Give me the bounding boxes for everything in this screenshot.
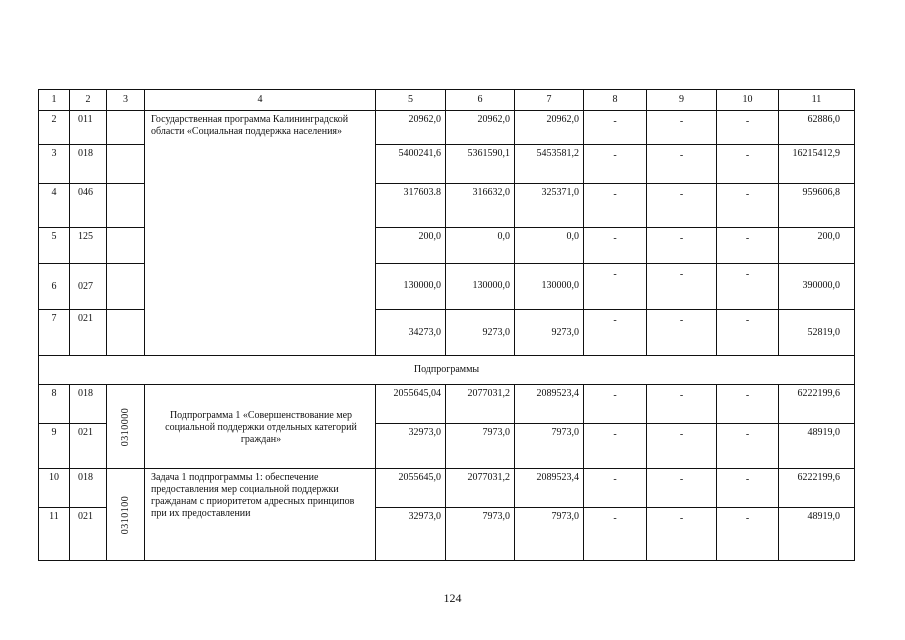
row-number: 5 [39,228,70,264]
value-col-9: - [647,183,717,228]
program-code [107,183,145,228]
row-number: 6 [39,263,70,309]
row-number: 10 [39,469,70,508]
value-col-6: 20962,0 [446,111,515,145]
budget-table [38,89,855,561]
header-cell-9: 9 [647,90,717,111]
admin-code: 125 [70,228,107,264]
value-col-11: 48919,0 [779,423,855,469]
value-col-7: 9273,0 [515,309,584,356]
value-col-10: - [717,423,779,469]
value-col-7: 325371,0 [515,183,584,228]
header-cell-7: 7 [515,90,584,111]
value-col-9: - [647,423,717,469]
value-col-8: - [584,111,647,145]
value-col-6: 7973,0 [446,508,515,561]
header-cell-6: 6 [446,90,515,111]
table-row [39,111,855,145]
task-code [107,469,145,561]
section-title: Подпрограммы [39,356,855,384]
value-col-10: - [717,508,779,561]
program-code [107,309,145,356]
header-cell-4: 4 [145,90,376,111]
page-number: 124 [443,591,462,605]
table-row [39,469,855,508]
value-col-10: - [717,111,779,145]
value-col-10: - [717,384,779,423]
value-col-5: 5400241,6 [376,144,446,183]
value-col-5: 200,0 [376,228,446,264]
program-code [107,263,145,309]
header-cell-2: 2 [70,90,107,111]
row-number: 9 [39,423,70,469]
value-col-7: 2089523,4 [515,469,584,508]
value-col-8: - [584,469,647,508]
value-col-9: - [647,384,717,423]
value-col-11: 959606,8 [779,183,855,228]
row-number: 4 [39,183,70,228]
value-col-5: 317603.8 [376,183,446,228]
admin-code: 018 [70,144,107,183]
value-col-9: - [647,144,717,183]
value-col-8: - [584,228,647,264]
header-cell-8: 8 [584,90,647,111]
value-col-5: 2055645,0 [376,469,446,508]
header-cell-10: 10 [717,90,779,111]
admin-code: 018 [70,384,107,423]
value-col-9: - [647,309,717,356]
value-col-9: - [647,111,717,145]
header-row [39,90,855,111]
table-row [39,384,855,423]
value-col-7: 130000,0 [515,263,584,309]
value-col-10: - [717,228,779,264]
value-col-11: 16215412,9 [779,144,855,183]
value-col-5: 2055645,04 [376,384,446,423]
value-col-5: 32973,0 [376,508,446,561]
header-cell-5: 5 [376,90,446,111]
value-col-8: - [584,183,647,228]
value-col-8: - [584,263,647,309]
budget-table-page [38,89,854,561]
subprogram-code [107,384,145,468]
row-number: 7 [39,309,70,356]
value-col-11: 52819,0 [779,309,855,356]
value-col-7: 5453581,2 [515,144,584,183]
value-col-8: - [584,384,647,423]
subprogram-code-text: 0310000 [119,407,131,446]
value-col-6: 2077031,2 [446,469,515,508]
row-number: 3 [39,144,70,183]
program-code [107,111,145,145]
admin-code: 046 [70,183,107,228]
value-col-6: 130000,0 [446,263,515,309]
value-col-6: 5361590,1 [446,144,515,183]
admin-code: 021 [70,423,107,469]
value-col-7: 2089523,4 [515,384,584,423]
value-col-5: 32973,0 [376,423,446,469]
value-col-11: 6222199,6 [779,469,855,508]
header-cell-3: 3 [107,90,145,111]
value-col-5: 20962,0 [376,111,446,145]
value-col-9: - [647,228,717,264]
value-col-7: 20962,0 [515,111,584,145]
value-col-6: 7973,0 [446,423,515,469]
task-code-text: 0310100 [119,495,131,534]
program-code [107,228,145,264]
row-number: 8 [39,384,70,423]
value-col-8: - [584,309,647,356]
admin-code: 021 [70,508,107,561]
value-col-10: - [717,263,779,309]
value-col-11: 48919,0 [779,508,855,561]
value-col-8: - [584,144,647,183]
program-code [107,144,145,183]
value-col-10: - [717,183,779,228]
admin-code: 018 [70,469,107,508]
value-col-11: 200,0 [779,228,855,264]
subprogram-name: Подпрограмма 1 «Совершенствование мер социальной поддержки отдельных категорий граждан» [145,384,376,468]
value-col-9: - [647,508,717,561]
value-col-6: 2077031,2 [446,384,515,423]
state-program-name: Государственная программа Калининградской области «Социальная поддержка населения» [145,111,376,356]
value-col-11: 6222199,6 [779,384,855,423]
section-row [39,356,855,384]
value-col-7: 7973,0 [515,508,584,561]
value-col-11: 390000,0 [779,263,855,309]
value-col-9: - [647,469,717,508]
admin-code: 011 [70,111,107,145]
value-col-10: - [717,469,779,508]
value-col-11: 62886,0 [779,111,855,145]
row-number: 2 [39,111,70,145]
admin-code: 021 [70,309,107,356]
value-col-5: 34273,0 [376,309,446,356]
admin-code: 027 [70,263,107,309]
row-number: 11 [39,508,70,561]
value-col-8: - [584,423,647,469]
value-col-6: 0,0 [446,228,515,264]
value-col-10: - [717,309,779,356]
task-name: Задача 1 подпрограммы 1: обеспечение предоставления мер социальной поддержки гражданам с приоритетом адресных принципов при их предоставлении [145,469,376,561]
value-col-7: 0,0 [515,228,584,264]
value-col-8: - [584,508,647,561]
header-cell-11: 11 [779,90,855,111]
value-col-10: - [717,144,779,183]
value-col-7: 7973,0 [515,423,584,469]
value-col-5: 130000,0 [376,263,446,309]
value-col-6: 9273,0 [446,309,515,356]
value-col-9: - [647,263,717,309]
header-cell-1: 1 [39,90,70,111]
value-col-6: 316632,0 [446,183,515,228]
